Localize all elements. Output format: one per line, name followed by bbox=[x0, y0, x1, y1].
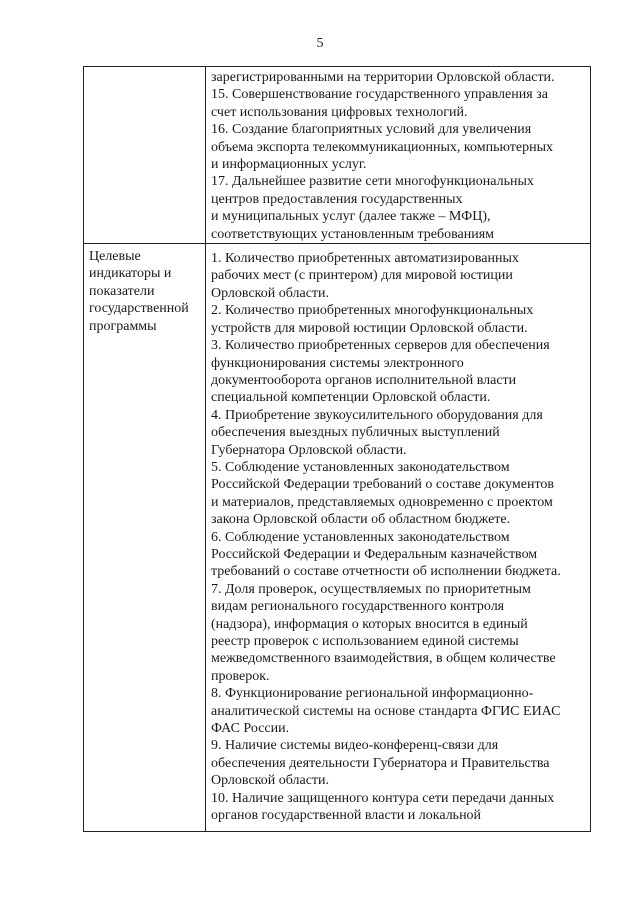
row-label-cell-empty bbox=[84, 67, 206, 244]
text-line: 1. Количество приобретенных автоматизированных bbox=[211, 251, 519, 267]
text-line: соответствующих установленным требованиям bbox=[211, 226, 495, 242]
text-line: 7. Доля проверок, осуществляемых по приоритетным bbox=[211, 581, 531, 597]
text-line: устройств для мировой юстиции Орловской области. bbox=[211, 320, 528, 336]
text-line: аналитической системы на основе стандарта ФГИС ЕИАС bbox=[211, 703, 561, 719]
text-line: и муниципальных услуг (далее также – МФЦ), bbox=[211, 209, 491, 225]
text-line: и материалов, представляемых одновременно с проектом bbox=[211, 494, 553, 510]
text-line: 16. Создание благоприятных условий для увеличения bbox=[211, 122, 532, 138]
text-line: Губернатора Орловской области. bbox=[211, 442, 407, 458]
label-line: Целевые bbox=[89, 249, 141, 265]
row-content-cell-continuation bbox=[206, 67, 591, 244]
text-line: Российской Федерации требований о составе документов bbox=[211, 477, 555, 493]
text-line: обеспечения выездных публичных выступлений bbox=[211, 425, 500, 441]
label-line: программы bbox=[89, 318, 157, 334]
page-number: 5 bbox=[316, 36, 324, 51]
text-line: 9. Наличие системы видео-конференц-связи для bbox=[211, 738, 499, 754]
text-line: и информационных услуг. bbox=[211, 157, 367, 173]
text-line: требований о составе отчетности об исполнении бюджета. bbox=[211, 564, 561, 580]
text-line: центров предоставления государственных bbox=[211, 191, 463, 207]
text-line: (надзора), информация о которых вносится в единый bbox=[211, 616, 528, 632]
label-line: показатели bbox=[89, 283, 155, 299]
text-line: закона Орловской области об областном бюджете. bbox=[211, 512, 511, 528]
text-line: обеспечения деятельности Губернатора и Правительства bbox=[211, 755, 550, 771]
text-line: 5. Соблюдение установленных законодательством bbox=[211, 459, 510, 475]
text-line: Российской Федерации и Федеральным казначейством bbox=[211, 546, 538, 562]
text-line: зарегистрированными на территории Орловской области. bbox=[211, 70, 555, 85]
table-row-indicators bbox=[84, 244, 591, 832]
text-line: специальной компетенции Орловской области. bbox=[211, 390, 491, 406]
table-row-continuation bbox=[84, 67, 591, 244]
text-line: Орловской области. bbox=[211, 773, 330, 789]
text-line: межведомственного взаимодействия, в общем количестве bbox=[211, 651, 556, 667]
text-line: документооборота органов исполнительной власти bbox=[211, 372, 517, 388]
text-line: проверок. bbox=[211, 668, 270, 684]
text-line: 8. Функционирование региональной информационно- bbox=[211, 686, 534, 702]
label-line: государственной bbox=[89, 301, 189, 317]
row-label-cell-indicators bbox=[84, 244, 206, 832]
program-passport-table bbox=[83, 66, 591, 832]
text-line: видам регионального государственного контроля bbox=[211, 599, 505, 615]
text-line: органов государственной власти и локальной bbox=[211, 808, 482, 824]
text-line: 17. Дальнейшее развитие сети многофункциональных bbox=[211, 174, 534, 190]
text-line: Орловской области. bbox=[211, 285, 330, 301]
text-line: 10. Наличие защищенного контура сети передачи данных bbox=[211, 790, 555, 806]
text-line: 2. Количество приобретенных многофункциональных bbox=[211, 303, 534, 319]
text-line: рабочих мест (с принтером) для мировой юстиции bbox=[211, 268, 513, 284]
text-line: счет использования цифровых технологий. bbox=[211, 104, 468, 120]
text-line: 6. Соблюдение установленных законодательством bbox=[211, 529, 510, 545]
text-line: реестр проверок с использованием единой системы bbox=[211, 634, 519, 649]
label-line: индикаторы и bbox=[89, 266, 172, 282]
text-line: 3. Количество приобретенных серверов для обеспечения bbox=[211, 338, 550, 354]
text-line: 15. Совершенствование государственного управления за bbox=[211, 87, 548, 103]
text-line: ФАС России. bbox=[211, 721, 290, 737]
text-line: 4. Приобретение звукоусилительного оборудования для bbox=[211, 407, 543, 423]
text-line: объема экспорта телекоммуникационных, компьютерных bbox=[211, 139, 553, 155]
row-content-cell-indicators bbox=[206, 244, 591, 832]
text-line: функционирования системы электронного bbox=[211, 355, 464, 371]
